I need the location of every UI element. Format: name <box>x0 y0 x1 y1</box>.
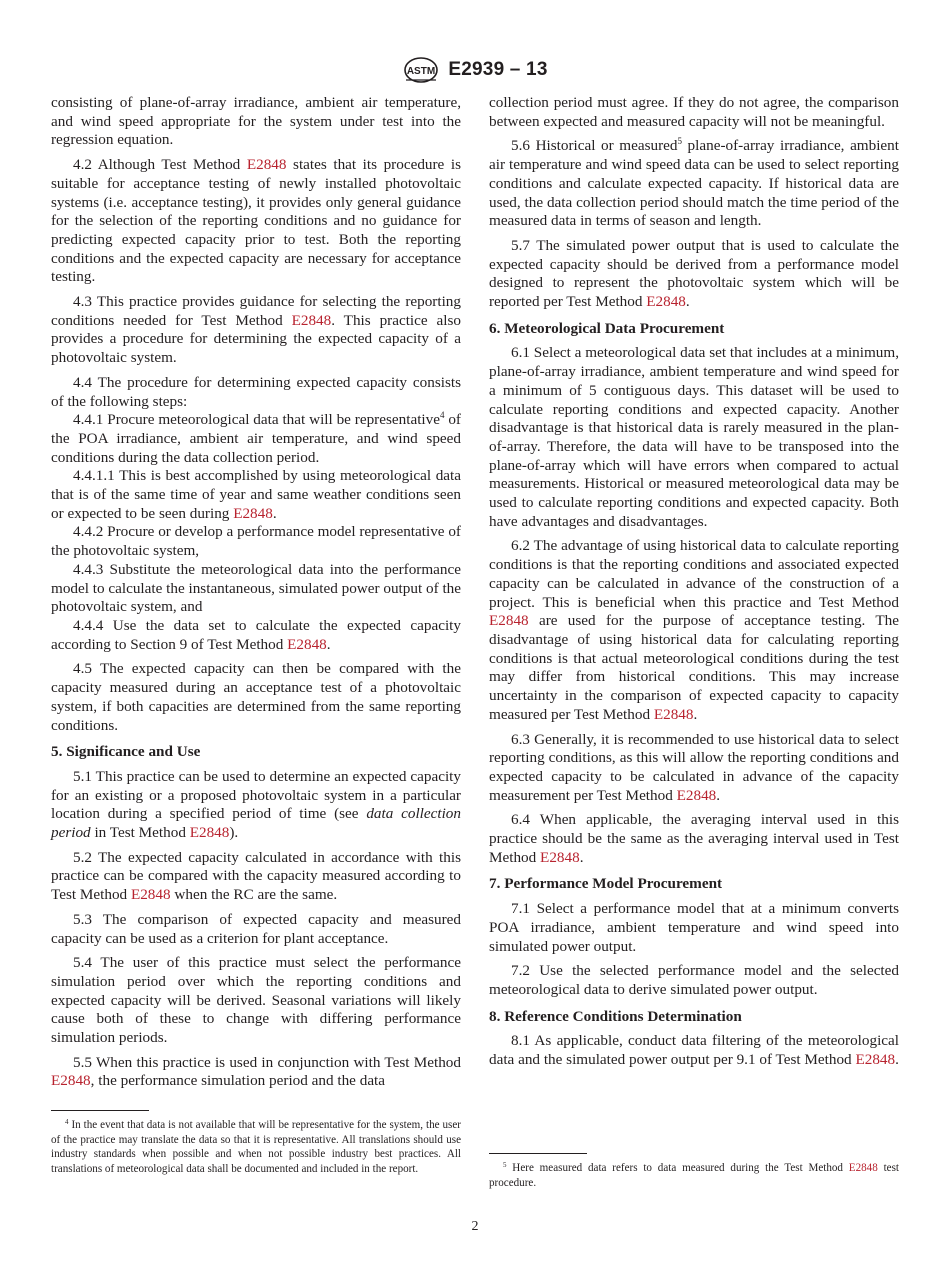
text: test procedure. <box>489 1162 899 1189</box>
paragraph-7-1 <box>489 900 899 956</box>
text: . <box>693 705 698 723</box>
text: . <box>272 504 277 522</box>
paragraph-4-4-3 <box>51 561 461 617</box>
text: 6.3 Generally, it is recommended to use historical data to select reporting conditions, as this will allow the reporting conditions and expected capacity to be calculated in advance of the capacity measurement per Test Method <box>489 730 899 804</box>
left-column <box>51 94 461 1097</box>
paragraph-6-2 <box>489 537 899 724</box>
paragraph-4-4-1-1 <box>51 467 461 523</box>
astm-logo-icon <box>402 56 440 84</box>
text: 5.1 This practice can be used to determine an expected capacity for an existing or a proposed photovoltaic system in a particular location during a specified period of time (see <box>51 767 461 823</box>
footnote-divider <box>489 1153 587 1154</box>
paragraph-5-6 <box>489 137 899 231</box>
footnote-marker: 5 <box>503 1161 507 1169</box>
text: 5.4 The user of this practice must select the performance simulation period over which the reporting conditions and expected capacity will be derived. Seasonal variations will likely cause both of these to change with differing performance simulation periods. <box>51 954 461 1047</box>
paragraph-5-4 <box>51 954 461 1048</box>
footnote-text <box>489 1161 899 1190</box>
text: , the performance simulation period and the data <box>90 1072 386 1090</box>
text: when the RC are the same. <box>170 886 338 904</box>
text: 4.4.1.1 This is best accomplished by using meteorological data that is of the same time of year and same weather conditions seen or expected to be seen during <box>51 467 461 522</box>
footnote-4 <box>51 1118 461 1176</box>
paragraph-6-3 <box>489 731 899 806</box>
text: 6.2 The advantage of using historical data to calculate reporting conditions is that the reporting conditions and associated expected capacity can be calculated in advance of the construction of a project. This is beneficial when this practice and Test Method <box>489 537 899 611</box>
link-e2848[interactable]: E2848 <box>130 886 171 904</box>
text: of the POA irradiance, ambient air temperature, and wind speed conditions during the data collection period. <box>51 411 461 466</box>
text: 5.7 The simulated power output that is used to calculate the expected capacity should be derived from a performance model designed to represent the photovoltaic system which will be reported per Test Method <box>489 236 899 311</box>
paragraph-4-2 <box>51 156 461 287</box>
paragraph-5-2 <box>51 849 461 905</box>
footnote-marker: 4 <box>65 1118 69 1126</box>
link-e2848[interactable]: E2848 <box>189 824 230 842</box>
text: 4.3 This practice provides guidance for selecting the reporting conditions needed for Test Method <box>51 293 461 329</box>
paragraph-5-1 <box>51 768 461 843</box>
link-e2848[interactable]: E2848 <box>855 1051 896 1069</box>
section-heading-8: 8. Reference Conditions Determination <box>489 1007 742 1025</box>
link-e2848[interactable]: E2848 <box>653 705 694 723</box>
text: 4.2 Although Test Method <box>73 156 247 174</box>
link-e2848[interactable]: E2848 <box>291 311 332 329</box>
paragraph-4-4 <box>51 374 461 411</box>
text: 7.1 Select a performance model that at a minimum converts POA irradiance, ambient temperature and wind speed into simulated power output. <box>489 900 899 955</box>
paragraph-5-7 <box>489 237 899 312</box>
paragraph-continued <box>51 94 461 150</box>
text: are used for the purpose of acceptance testing. The disadvantage of using historical data for calculating reporting conditions is that actual meteorological conditions during the test may differ from historical conditions. This may increase uncertainty in the comparison of expected capacity to capacity measured per Test Method <box>489 612 899 723</box>
right-column <box>489 94 899 1076</box>
text: . <box>716 786 721 804</box>
link-e2848[interactable]: E2848 <box>233 504 273 522</box>
italic-term: data collection period <box>51 805 461 842</box>
footnote-5 <box>489 1161 899 1190</box>
link-e2848[interactable]: E2848 <box>646 293 686 311</box>
link-e2848[interactable]: E2848 <box>246 156 287 174</box>
text: collection period must agree. If they do not agree, the comparison between expected and measured capacity will not be meaningful. <box>489 94 899 130</box>
text: . <box>579 848 584 866</box>
text: 5.3 The comparison of expected capacity and measured capacity can be used as a criterion for plant acceptance. <box>51 910 461 947</box>
text: 6.4 When applicable, the averaging interval used in this practice should be the same as the averaging interval used in Test Method <box>489 811 899 866</box>
svg-text:ASTM: ASTM <box>407 66 436 77</box>
paragraph-6-4 <box>489 811 899 867</box>
text: In the event that data is not available that will be representative for the system, the user of the practice may translate the data so that it is representative. All translations should use industry standards when possible and when not possible industry best practices. All translations of meteorological data shall be documented and included in the report. <box>51 1119 461 1175</box>
footnote-ref-4[interactable]: 4 <box>439 410 445 421</box>
section-heading-7: 7. Performance Model Procurement <box>489 875 723 893</box>
link-e2848[interactable]: E2848 <box>540 848 580 866</box>
section-heading-6: 6. Meteorological Data Procurement <box>489 319 725 337</box>
text: 5.5 When this practice is used in conjunction with Test Method <box>73 1053 461 1071</box>
paragraph-8-1 <box>489 1032 899 1069</box>
text: . <box>685 293 690 311</box>
link-e2848[interactable]: E2848 <box>287 635 327 653</box>
footnote-ref-5[interactable]: 5 <box>677 136 682 147</box>
paragraph-5-5 <box>51 1054 461 1091</box>
text: plane-of-array irradiance, ambient air temperature and wind speed data can be used to select reporting conditions and calculate expected capacity. If historical data are used, the data collection period should match the time period of the measured data in terms of season and length. <box>489 137 899 230</box>
text: ). <box>229 824 239 842</box>
paragraph-6-1 <box>489 344 899 531</box>
footnote-text <box>51 1118 461 1176</box>
paragraph-4-4-4 <box>51 617 461 654</box>
text: 8.1 As applicable, conduct data filtering of the meteorological data and the simulated power output per 9.1 of Test Method <box>489 1032 899 1069</box>
text: states that its procedure is suitable for acceptance testing of newly installed photovoltaic systems (i.e. acceptance testing), it provides only general guidance for the selection of the reporting conditions and no guidance for predicting expected capacity prior to test. Both the reporting conditions and the expected capacity are necessary for acceptance testing. <box>51 156 461 286</box>
text: . <box>895 1051 899 1069</box>
text: 5.2 The expected capacity calculated in accordance with this practice can be compared with the capacity measured according to Test Method <box>51 848 461 904</box>
paragraph-4-5 <box>51 660 461 735</box>
text: 4.4.2 Procure or develop a performance model representative of the photovoltaic system, <box>51 523 461 560</box>
page-number: 2 <box>471 1219 479 1234</box>
paragraph-4-3 <box>51 293 461 368</box>
text: 6.1 Select a meteorological data set that includes at a minimum, plane-of-array irradiance, ambient temperature and wind speed for a minimum of 5 contiguous days. This dataset will be used to calculate reporting conditions and expected capacity. Another disadvantage is that historical data is rarely measured in the plan-of-array. Therefore, the data will have to be transposed into the plane-of-array which will have errors when compared to actual measurements. Historical or measured meteorological data may be used to calculate reporting conditions and expected capacity. Both have advantages and disadvantages. <box>489 344 900 530</box>
text: Here measured data refers to data measured during the Test Method <box>506 1162 849 1174</box>
text: 4.4.4 Use the data set to calculate the expected capacity according to Section 9 of Test Method <box>51 616 461 653</box>
text: 4.5 The expected capacity can then be compared with the capacity measured during an acceptance test of a photovoltaic system, if both capacities are determined from the same reporting conditions. <box>51 660 461 734</box>
text: 4.4.3 Substitute the meteorological data into the performance model to calculate the instantaneous, simulated power output of the photovoltaic system, and <box>51 560 461 616</box>
document-id: E2939 – 13 <box>448 59 548 80</box>
page-header <box>0 56 950 84</box>
footnote-divider <box>51 1110 149 1111</box>
section-heading-5: 5. Significance and Use <box>51 743 201 761</box>
text: 5.6 Historical or measured <box>511 137 678 155</box>
text: 4.4 The procedure for determining expected capacity consists of the following steps: <box>51 373 461 410</box>
paragraph-5-3 <box>51 911 461 948</box>
link-e2848[interactable]: E2848 <box>848 1162 878 1174</box>
text: 7.2 Use the selected performance model and the selected meteorological data to derive simulated power output. <box>489 962 899 998</box>
paragraph-continued <box>489 94 899 131</box>
link-e2848[interactable]: E2848 <box>676 786 717 804</box>
text: 4.4.1 Procure meteorological data that will be representative <box>73 411 440 429</box>
paragraph-4-4-2 <box>51 523 461 560</box>
paragraph-7-2 <box>489 962 899 999</box>
paragraph-4-4-1 <box>51 411 461 467</box>
link-e2848[interactable]: E2848 <box>489 612 529 630</box>
text: consisting of plane-of-array irradiance, ambient air temperature, and wind speed appropriate for the system under test into the regression equation. <box>51 94 461 149</box>
text: . <box>326 635 331 653</box>
text: in Test Method <box>90 824 190 842</box>
text: . This practice also provides a procedure for determining the expected capacity of a photovoltaic system. <box>51 311 461 367</box>
link-e2848[interactable]: E2848 <box>51 1072 91 1090</box>
